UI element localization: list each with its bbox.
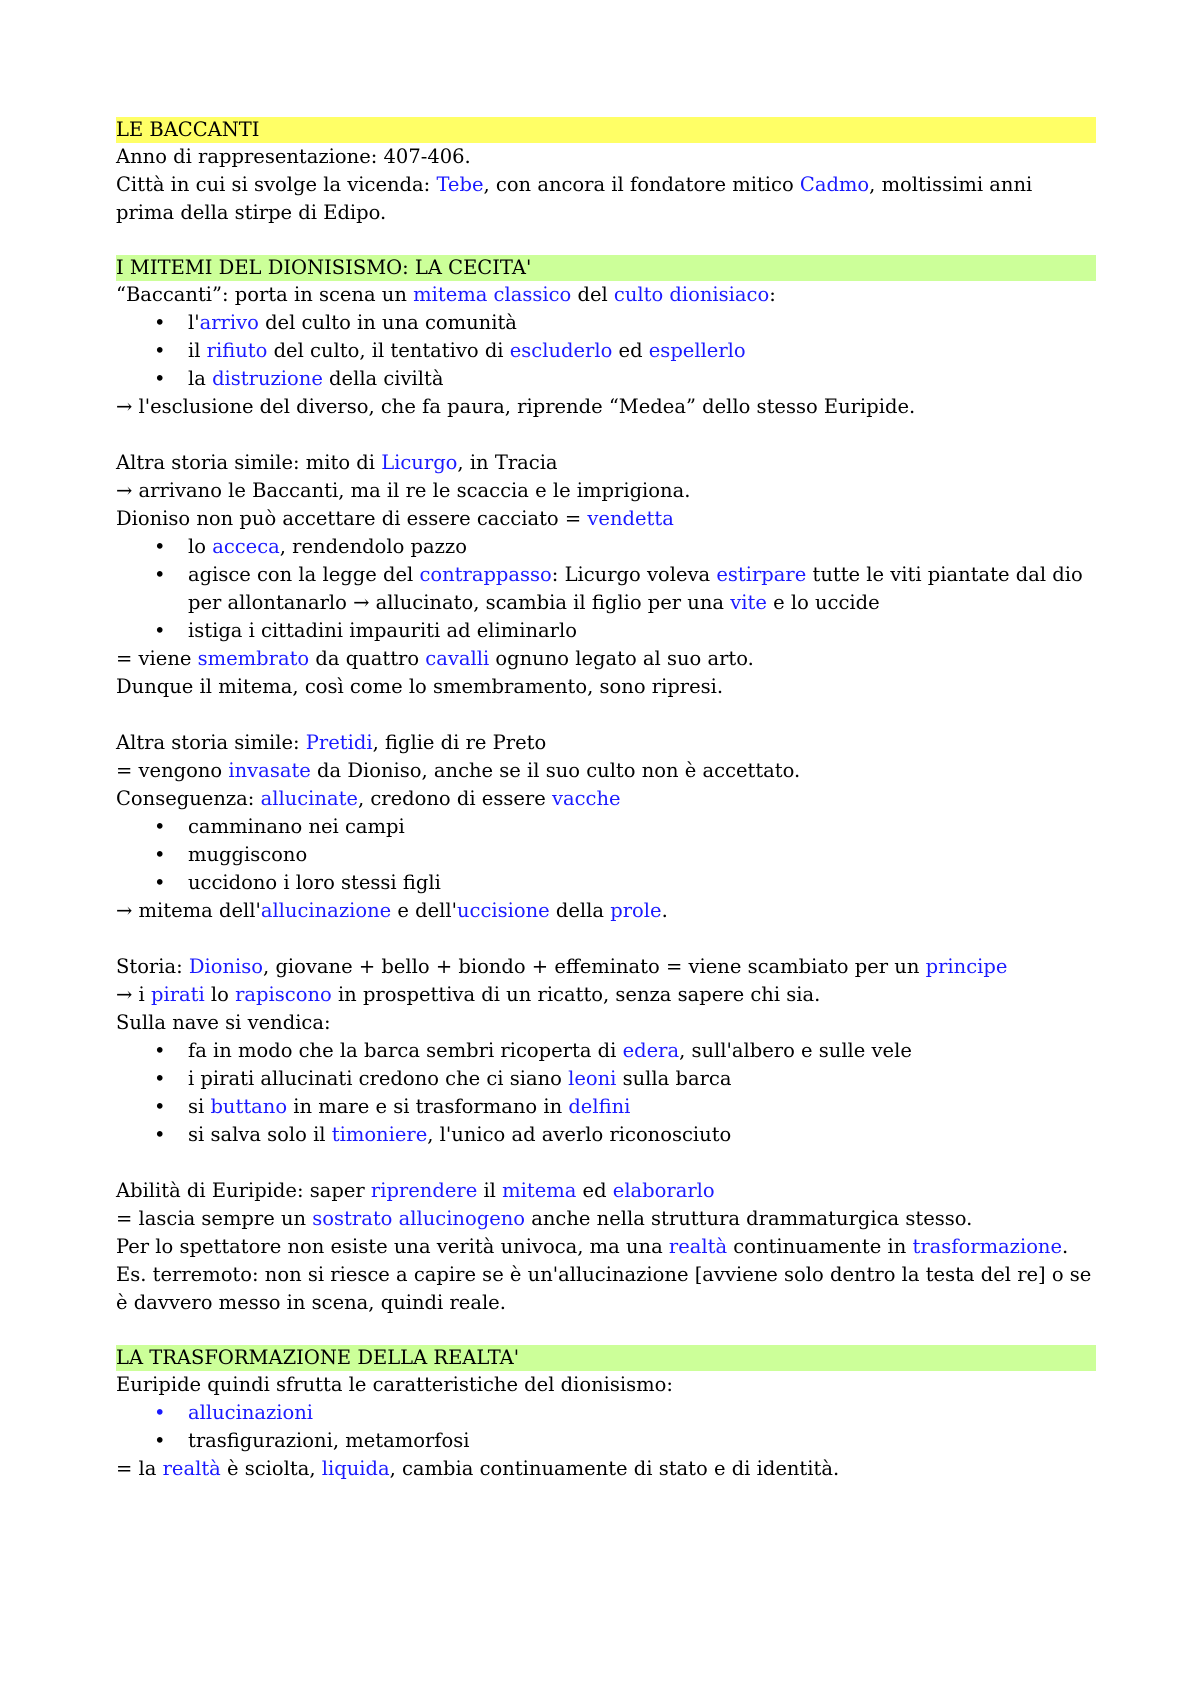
highlighted-term: timoniere bbox=[331, 1123, 428, 1146]
text-run: : Licurgo voleva bbox=[551, 563, 717, 586]
bullet-icon: • bbox=[154, 1401, 166, 1424]
list-item bbox=[116, 1121, 1096, 1149]
highlighted-term: edera bbox=[622, 1039, 680, 1062]
text-run: del culto, il tentativo di bbox=[267, 339, 510, 362]
text-run: Altra storia simile: bbox=[116, 731, 306, 754]
bullet-icon: • bbox=[154, 619, 166, 642]
text-run: Conseguenza: bbox=[116, 787, 261, 810]
highlighted-term: culto dionisiaco bbox=[613, 283, 770, 306]
text-run: , moltissimi anni prima della stirpe di Edipo. bbox=[116, 173, 1033, 224]
highlighted-term: delfini bbox=[568, 1095, 631, 1118]
highlighted-term: vite bbox=[730, 591, 767, 614]
list-item bbox=[116, 1093, 1096, 1121]
text-run: ed bbox=[576, 1179, 613, 1202]
text-run: l' bbox=[188, 311, 200, 334]
text-run: in mare e si trasformano in bbox=[287, 1095, 569, 1118]
text-line bbox=[116, 281, 1096, 309]
text-run: lo bbox=[204, 983, 236, 1006]
bullet-icon: • bbox=[154, 339, 166, 362]
highlighted-term: Tebe bbox=[436, 173, 484, 196]
text-run: da quattro bbox=[309, 647, 426, 670]
bullet-icon: • bbox=[154, 563, 166, 586]
highlighted-term: prole bbox=[610, 899, 662, 922]
list-item bbox=[116, 1037, 1096, 1065]
highlighted-term: vacche bbox=[551, 787, 621, 810]
list-item bbox=[116, 561, 1096, 617]
text-run: , figlie di re Preto bbox=[372, 731, 547, 754]
text-run: tutte le viti piantate dal dio per allontanarlo → allucinato, scambia il figlio per una bbox=[188, 563, 1083, 614]
highlighted-term: allucinazioni bbox=[188, 1401, 314, 1424]
text-run: trasfigurazioni, metamorfosi bbox=[188, 1429, 470, 1452]
text-line bbox=[116, 393, 1096, 421]
bullet-icon: • bbox=[154, 1429, 166, 1452]
bullet-list bbox=[116, 309, 1096, 393]
text-run: ognuno legato al suo arto. bbox=[489, 647, 754, 670]
list-item bbox=[116, 813, 1096, 841]
text-run: , con ancora il fondatore mitico bbox=[483, 173, 800, 196]
list-item bbox=[116, 1427, 1096, 1455]
list-item bbox=[116, 1399, 1096, 1427]
text-run: i pirati allucinati credono che ci siano bbox=[188, 1067, 569, 1090]
text-run: si salva solo il bbox=[188, 1123, 332, 1146]
text-run: da Dioniso, anche se il suo culto non è accettato. bbox=[310, 759, 801, 782]
highlighted-term: contrappasso bbox=[419, 563, 552, 586]
bullet-list bbox=[116, 1037, 1096, 1149]
text-run: uccidono i loro stessi figli bbox=[188, 871, 441, 894]
bullet-icon: • bbox=[154, 535, 166, 558]
highlighted-term: realtà bbox=[668, 1235, 728, 1258]
highlighted-term: espellerlo bbox=[648, 339, 746, 362]
text-line bbox=[116, 729, 1096, 757]
text-run: Per lo spettatore non esiste una verità univoca, ma una bbox=[116, 1235, 669, 1258]
highlighted-term: vendetta bbox=[587, 507, 674, 530]
bullet-list bbox=[116, 533, 1096, 645]
bullet-icon: • bbox=[154, 1095, 166, 1118]
text-run: , rendendolo pazzo bbox=[279, 535, 467, 558]
paragraph-gap bbox=[116, 925, 1096, 953]
text-run: → arrivano le Baccanti, ma il re le scaccia e le imprigiona. bbox=[116, 479, 691, 502]
paragraph-gap bbox=[116, 1317, 1096, 1345]
text-run: il bbox=[188, 339, 207, 362]
text-run: Dunque il mitema, così come lo smembramento, sono ripresi. bbox=[116, 675, 724, 698]
text-run: Dioniso non può accettare di essere cacciato = bbox=[116, 507, 588, 530]
highlighted-term: realtà bbox=[162, 1457, 221, 1480]
text-run: . bbox=[661, 899, 668, 922]
list-item bbox=[116, 309, 1096, 337]
highlighted-term: buttano bbox=[210, 1095, 288, 1118]
text-run: , sull'albero e sulle vele bbox=[679, 1039, 912, 1062]
text-line bbox=[116, 1177, 1096, 1205]
text-run: , credono di essere bbox=[357, 787, 552, 810]
list-item bbox=[116, 365, 1096, 393]
highlighted-term: riprendere bbox=[370, 1179, 478, 1202]
text-run: il bbox=[477, 1179, 503, 1202]
text-run: Storia: bbox=[116, 955, 189, 978]
text-line bbox=[116, 477, 1096, 505]
list-item bbox=[116, 617, 1096, 645]
text-run: Euripide quindi sfrutta le caratteristiche del dionisismo: bbox=[116, 1373, 673, 1396]
section-heading: LA TRASFORMAZIONE DELLA REALTA' bbox=[116, 1345, 1096, 1371]
text-run: lo bbox=[188, 535, 213, 558]
highlighted-term: escluderlo bbox=[509, 339, 613, 362]
highlighted-term: allucinazione bbox=[260, 899, 392, 922]
text-line bbox=[116, 785, 1096, 813]
text-run: e dell' bbox=[391, 899, 457, 922]
text-run: , giovane + bello + biondo + effeminato = viene scambiato per un bbox=[263, 955, 926, 978]
text-line bbox=[116, 645, 1096, 673]
text-run: della civiltà bbox=[322, 367, 444, 390]
highlighted-term: elaborarlo bbox=[612, 1179, 715, 1202]
text-run: istiga i cittadini impauriti ad eliminarlo bbox=[188, 619, 577, 642]
highlighted-term: mitema bbox=[502, 1179, 577, 1202]
highlighted-term: leoni bbox=[568, 1067, 617, 1090]
text-run: del culto in una comunità bbox=[258, 311, 517, 334]
highlighted-term: invasate bbox=[228, 759, 311, 782]
text-run: → i bbox=[116, 983, 151, 1006]
paragraph-gap bbox=[116, 1149, 1096, 1177]
text-run: Abilità di Euripide: saper bbox=[116, 1179, 371, 1202]
text-line bbox=[116, 1371, 1096, 1399]
text-line bbox=[116, 1233, 1096, 1261]
list-item bbox=[116, 841, 1096, 869]
paragraph-gap bbox=[116, 227, 1096, 255]
highlighted-term: cavalli bbox=[425, 647, 490, 670]
highlighted-term: Licurgo bbox=[381, 451, 458, 474]
list-item bbox=[116, 869, 1096, 897]
text-line bbox=[116, 143, 1096, 171]
bullet-icon: • bbox=[154, 1039, 166, 1062]
section-heading: LE BACCANTI bbox=[116, 117, 1096, 143]
text-run: = viene bbox=[116, 647, 198, 670]
text-run: Sulla nave si vendica: bbox=[116, 1011, 331, 1034]
highlighted-term: Pretidi bbox=[305, 731, 373, 754]
text-run: “Baccanti”: porta in scena un bbox=[116, 283, 414, 306]
document-page bbox=[116, 117, 1096, 1483]
text-line bbox=[116, 1205, 1096, 1233]
bullet-icon: • bbox=[154, 311, 166, 334]
bullet-icon: • bbox=[154, 1067, 166, 1090]
text-run: del bbox=[571, 283, 614, 306]
list-item bbox=[116, 1065, 1096, 1093]
bullet-icon: • bbox=[154, 843, 166, 866]
highlighted-term: estirpare bbox=[716, 563, 807, 586]
text-run: in prospettiva di un ricatto, senza sapere chi sia. bbox=[331, 983, 821, 1006]
text-run: Altra storia simile: mito di bbox=[116, 451, 382, 474]
text-run: = vengono bbox=[116, 759, 229, 782]
text-run: fa in modo che la barca sembri ricoperta di bbox=[188, 1039, 623, 1062]
text-line bbox=[116, 1009, 1096, 1037]
paragraph-gap bbox=[116, 701, 1096, 729]
text-run: : bbox=[769, 283, 776, 306]
text-run: muggiscono bbox=[188, 843, 308, 866]
text-run: e lo uccide bbox=[766, 591, 880, 614]
highlighted-term: pirati bbox=[150, 983, 205, 1006]
highlighted-term: principe bbox=[925, 955, 1008, 978]
text-line bbox=[116, 953, 1096, 981]
text-run: agisce con la legge del bbox=[188, 563, 420, 586]
text-run: della bbox=[549, 899, 611, 922]
highlighted-term: arrivo bbox=[199, 311, 259, 334]
highlighted-term: sostrato allucinogeno bbox=[312, 1207, 526, 1230]
section-heading: I MITEMI DEL DIONISISMO: LA CECITA' bbox=[116, 255, 1096, 281]
list-item bbox=[116, 533, 1096, 561]
text-run: = la bbox=[116, 1457, 163, 1480]
text-run: è sciolta, bbox=[220, 1457, 322, 1480]
text-line bbox=[116, 757, 1096, 785]
highlighted-term: liquida bbox=[321, 1457, 390, 1480]
text-run: Anno di rappresentazione: 407-406. bbox=[116, 145, 471, 168]
text-run: camminano nei campi bbox=[188, 815, 405, 838]
highlighted-term: rifiuto bbox=[206, 339, 268, 362]
bullet-icon: • bbox=[154, 815, 166, 838]
bullet-icon: • bbox=[154, 871, 166, 894]
bullet-list bbox=[116, 813, 1096, 897]
text-run: Es. terremoto: non si riesce a capire se è un'allucinazione [avviene solo dentro la testa del re] o se è davvero messo in scena, quindi reale. bbox=[116, 1263, 1092, 1314]
text-run: si bbox=[188, 1095, 211, 1118]
highlighted-term: mitema classico bbox=[413, 283, 572, 306]
list-item bbox=[116, 337, 1096, 365]
text-line bbox=[116, 505, 1096, 533]
text-line bbox=[116, 673, 1096, 701]
text-run: la bbox=[188, 367, 213, 390]
text-run: anche nella struttura drammaturgica stesso. bbox=[525, 1207, 973, 1230]
text-run: , in Tracia bbox=[457, 451, 558, 474]
highlighted-term: smembrato bbox=[197, 647, 310, 670]
text-run: ed bbox=[612, 339, 649, 362]
text-run: → l'esclusione del diverso, che fa paura, riprende “Medea” dello stesso Euripide. bbox=[116, 395, 916, 418]
highlighted-term: Cadmo bbox=[799, 173, 870, 196]
bullet-icon: • bbox=[154, 1123, 166, 1146]
text-run: . bbox=[1062, 1235, 1069, 1258]
text-run: continuamente in bbox=[727, 1235, 913, 1258]
text-run: → mitema dell' bbox=[116, 899, 261, 922]
highlighted-term: Dioniso bbox=[188, 955, 264, 978]
highlighted-term: allucinate bbox=[260, 787, 358, 810]
text-run: , l'unico ad averlo riconosciuto bbox=[427, 1123, 732, 1146]
bullet-icon: • bbox=[154, 367, 166, 390]
text-line bbox=[116, 981, 1096, 1009]
highlighted-term: rapiscono bbox=[235, 983, 332, 1006]
text-run: , cambia continuamente di stato e di identità. bbox=[389, 1457, 840, 1480]
highlighted-term: trasformazione bbox=[912, 1235, 1063, 1258]
text-line bbox=[116, 897, 1096, 925]
highlighted-term: distruzione bbox=[212, 367, 323, 390]
text-line bbox=[116, 449, 1096, 477]
text-run: Città in cui si svolge la vicenda: bbox=[116, 173, 437, 196]
text-run: = lascia sempre un bbox=[116, 1207, 313, 1230]
text-line bbox=[116, 1261, 1096, 1317]
text-line bbox=[116, 1455, 1096, 1483]
paragraph-gap bbox=[116, 421, 1096, 449]
text-line bbox=[116, 171, 1096, 227]
bullet-list bbox=[116, 1399, 1096, 1455]
highlighted-term: acceca bbox=[212, 535, 280, 558]
text-run: sulla barca bbox=[616, 1067, 732, 1090]
highlighted-term: uccisione bbox=[456, 899, 550, 922]
